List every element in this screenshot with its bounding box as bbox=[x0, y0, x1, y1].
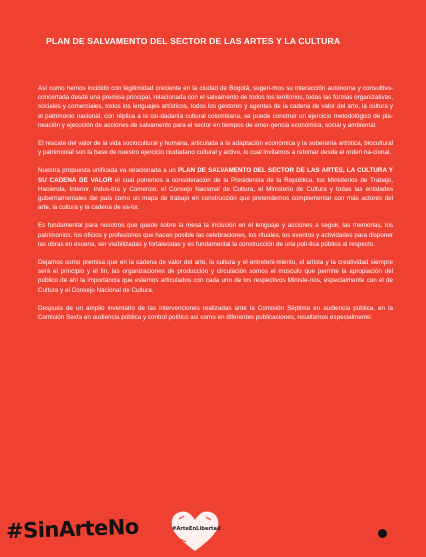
paragraph-6: Después de un amplio inventario de las intervenciones realizadas ante la Comisión Séptima en audiencia pública, en la Comisión Sexta en audiencia pública y control político así como en diferentes publicaciones, resaltamos especialmente: bbox=[38, 304, 393, 322]
body-text bbox=[38, 84, 393, 331]
paragraph-2: El rescate del valor de la vida sociocultural y humana, articulada a la adaptación económica y la soberanía artística, biocultural y patrimonial son la base de nuestro ejercicio ciudadano cultural y activo, lo cual invitamos a retomar desde el orden na-cional. bbox=[38, 140, 393, 157]
sinarteno-logo: #SinArteNo bbox=[5, 514, 140, 544]
page-title: PLAN DE SALVAMENTO DEL SECTOR DE LAS ARTES Y LA CULTURA bbox=[46, 36, 341, 46]
paragraph-3-rest: el cual ponemos a consideración de la Presidencia de la República, los Ministerios de Trabajo, Hacienda, Interior, Indus-tria y Comercio, el Consejo Nacional de Cultura, el Ministerio de Cultura y todas las entidades gubernamentales del país como un mapa de trabajo en construcción que pretendemos complementar con más actores del arte, la cultura y la cadena de va-lor. bbox=[38, 176, 393, 212]
paragraph-1: Así como hemos incidido con legitimidad creciente en la ciudad de Bogotá, sugeri-mos su interacción autónoma y consultivo-concertada desde una premisa principal, relacionada con el salvamento de todos los territorios, todas las formas organizativas, sociales y comerciales, todos los lenguajes artísticos, todos los gestores y agentes de la cadena de valor del arte, la cultura y el patrimonio nacional, con réplica a la ciu-dadanía cultural colombiana, se puede construir un ejercicio metodológico de pla-neación y ejecución de acciones de salvamento para el sector en tiempos de emer-gencia económica, social y ambiental. bbox=[38, 85, 393, 129]
footer bbox=[0, 507, 426, 557]
paragraph-4: Es fundamental para nosotros que quede sobre la mesa la inclusión en el lenguaje y acciones a seguir, las memorias, los patrimonios, los oficios y profesiones que hacen posible las celebraciones, los rituales, los eventos y actividades para disponer las obras en escena, ser visibilizadas y fortalecidas y es fundamental la construcción de una polí-tica pública al respecto. bbox=[38, 222, 393, 248]
arte-en-libertad-logo bbox=[170, 509, 220, 553]
paragraph-3-intro: Nuestra propuesta unificada va relacionada a un bbox=[38, 167, 178, 175]
paragraph-5: Dejamos como premisa que en la cadena de valor del arte, la cultura y el entreteni-miento, el artista y la creatividad siempre será el principio y el fin, las organizaciones de producción y circulación somos el músculo que permite la apropiación del público de ahí la importancia que estemos articulados con cada uno de los respectivos Ministe-rios, especialmente con el de Cultura y el Consejo Nacional de Cultura. bbox=[38, 259, 393, 294]
paragraph-3 bbox=[38, 166, 393, 212]
dot-icon bbox=[378, 529, 387, 538]
heart-logo-text: #ArteEnLibertad bbox=[172, 526, 221, 532]
plan-name-bold: PLAN DE SALVAMENTO DEL SECTOR DE LAS ARTES, LA CULTURA Y SU CADENA DE VALOR bbox=[38, 167, 393, 184]
